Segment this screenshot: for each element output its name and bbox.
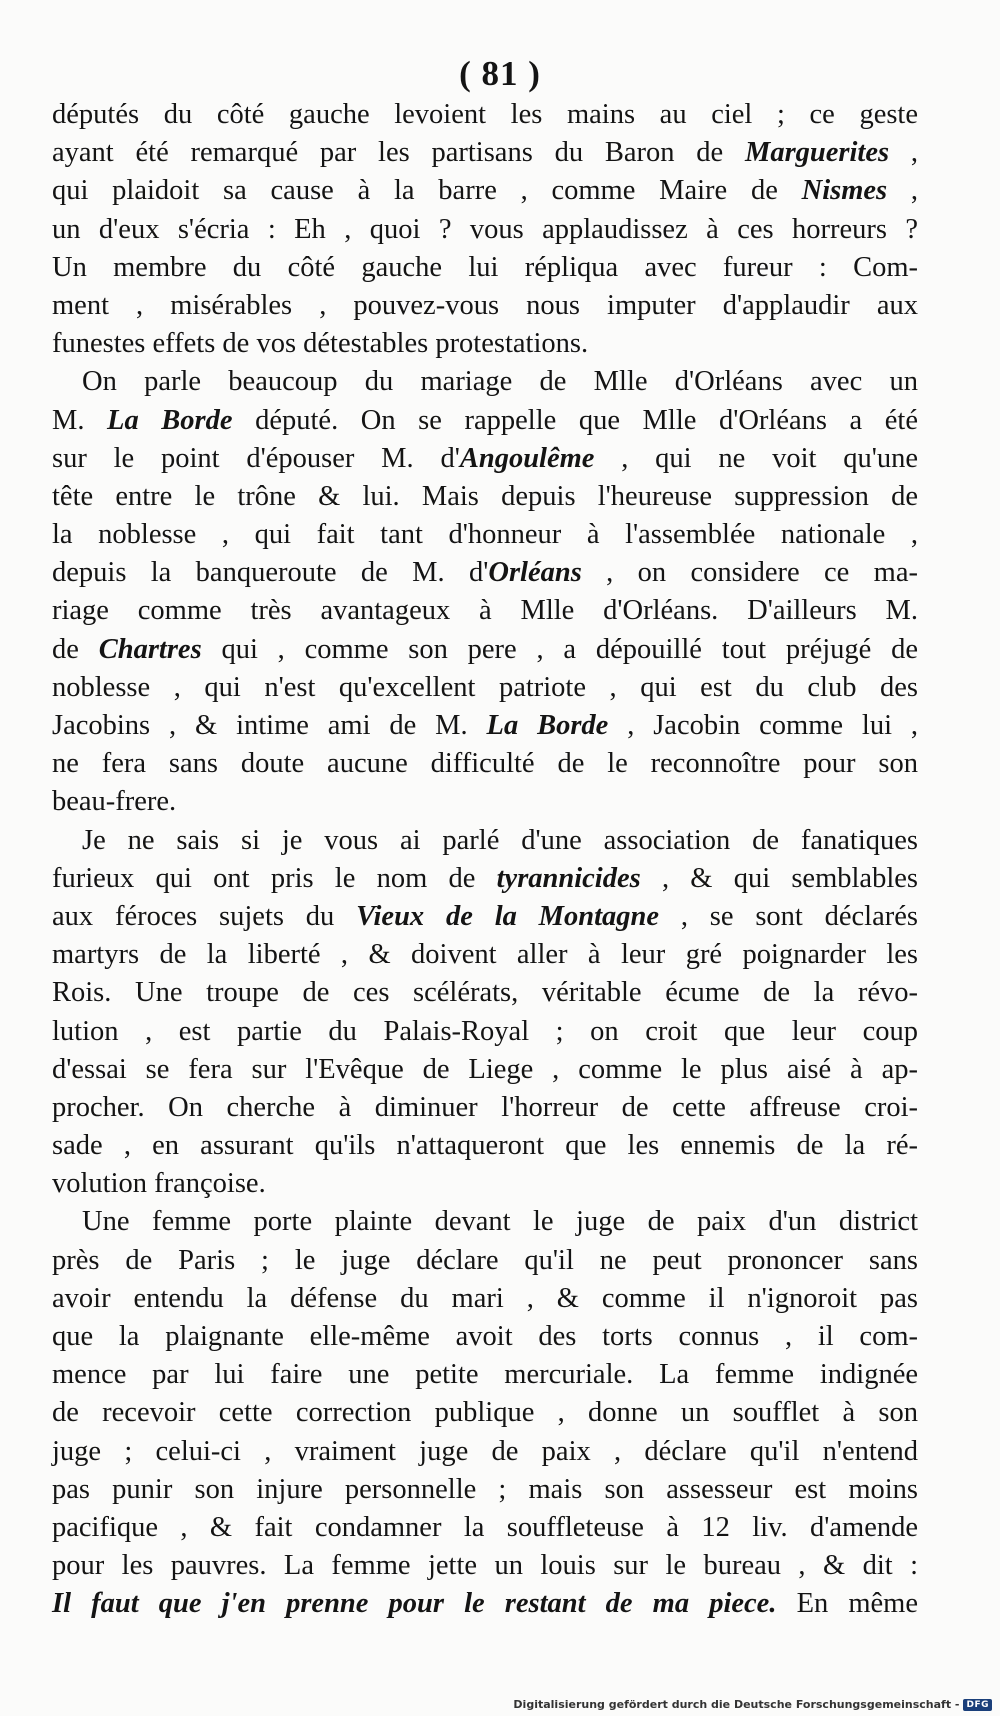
page-number: ( 81 ) [459,54,541,93]
text-line: que la plaignante elle-même avoit des torts connus , il com- [52,1321,918,1352]
text-line: Une femme porte plainte devant le juge de paix d'un district [82,1206,918,1238]
text-line: On parle beaucoup du mariage de Mlle d'Orléans avec un [82,366,918,398]
text-line: pacifique , & fait condamner la souffleteuse à 12 liv. d'amende [52,1511,918,1543]
text-line: avoir entendu la défense du mari , & comme il n'ignoroit pas [52,1282,918,1314]
credit-text: Digitalisierung gefördert durch die Deutsche Forschungsgemeinschaft - [513,1698,960,1711]
text-line: depuis la banqueroute de M. d'Orléans , on considere ce ma- [52,557,918,589]
text-line: Rois. Une troupe de ces scélérats, véritable écume de la révo- [52,977,918,1009]
text-line: noblesse , qui n'est qu'excellent patriote , qui est du club des [52,671,918,703]
text-line: tête entre le trône & lui. Mais depuis l'heureuse suppression de [52,480,918,512]
text-line: martyrs de la liberté , & doivent aller à leur gré poignarder les [52,939,918,971]
text-line: procher. On cherche à diminuer l'horreur de cette affreuse croi- [52,1091,918,1123]
text-line: Je ne sais si je vous ai parlé d'une association de fanatiques [82,824,918,856]
text-line: ment , misérables , pouvez-vous nous imputer d'applaudir aux [52,289,918,321]
digitization-credit [513,1698,992,1711]
text-line: Jacobins , & intime ami de M. La Borde , Jacobin comme lui , [52,710,919,741]
body-text [52,96,918,1624]
text-line: beau-frere. [52,786,177,818]
text-line: près de Paris ; le juge déclare qu'il ne peut prononcer sans [52,1244,918,1276]
text-line: d'essai se fera sur l'Evêque de Liege , comme le plus aisé à ap- [52,1053,918,1085]
text-line: sade , en assurant qu'ils n'attaqueront que les ennemis de la ré- [52,1130,918,1162]
text-line: un d'eux s'écria : Eh , quoi ? vous applaudissez à ces horreurs ? [52,213,918,245]
text-line: sur le point d'épouser M. d'Angoulême , qui ne voit qu'une [52,442,918,474]
text-line: pour les pauvres. La femme jette un louis sur le bureau , & dit : [52,1550,918,1582]
text-line: M. La Borde député. On se rappelle que Mlle d'Orléans a été [52,404,918,436]
text-line: la noblesse , qui fait tant d'honneur à l'assemblée nationale , [52,519,918,551]
text-line: pas punir son injure personnelle ; mais son assesseur est moins [52,1473,918,1505]
text-line: lution , est partie du Palais-Royal ; on croit que leur coup [52,1015,918,1047]
text-line: mence par lui faire une petite mercuriale. La femme indignée [52,1359,918,1391]
text-line: Un membre du côté gauche lui répliqua avec fureur : Com- [52,251,918,283]
text-line: ne fera sans doute aucune difficulté de le reconnoître pour son [52,748,918,780]
text-line: députés du côté gauche levoient les mains au ciel ; ce geste [52,99,918,130]
text-line: furieux qui ont pris le nom de tyrannicides , & qui semblables [52,862,918,894]
text-line: volution françoise. [52,1168,266,1200]
dfg-logo: DFG [963,1699,992,1711]
text-line: juge ; celui-ci , vraiment juge de paix , déclare qu'il n'entend [52,1435,918,1467]
text-line: Il faut que j'en prenne pour le restant de ma piece. En même [52,1588,918,1620]
text-line: funestes effets de vos détestables protestations. [52,328,589,360]
text-line: aux féroces sujets du Vieux de la Montagne , se sont déclarés [52,900,918,932]
text-line: de recevoir cette correction publique , donne un soufflet à son [52,1397,918,1429]
text-line: ayant été remarqué par les partisans du Baron de Marguerites , [52,137,918,169]
text-line: riage comme très avantageux à Mlle d'Orléans. D'ailleurs M. [52,595,918,627]
text-line: qui plaidoit sa cause à la barre , comme Maire de Nismes , [52,175,918,207]
text-line: de Chartres qui , comme son pere , a dépouillé tout préjugé de [52,633,918,665]
